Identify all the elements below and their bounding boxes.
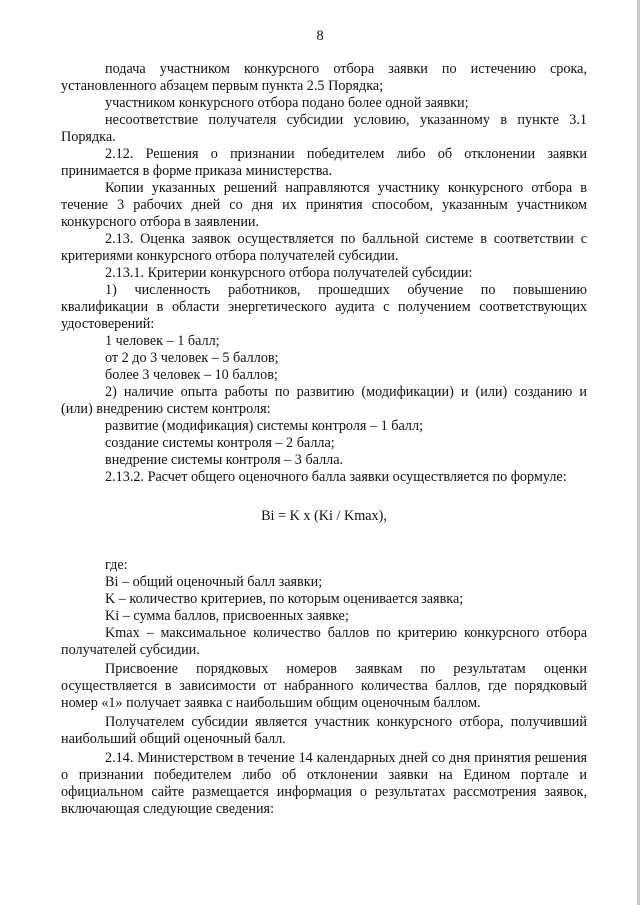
score-item: развитие (модификация) системы контроля – 1 балл; — [105, 418, 424, 434]
paragraph: участником конкурсного отбора подано более одной заявки; — [105, 95, 469, 111]
paragraph: Копии указанных решений направляются участнику конкурсного отбора в течение 3 рабочих дней со дня их принятия способом, указанным участником конкурсного отбора в заявлении. — [61, 180, 587, 230]
paragraph: подача участником конкурсного отбора заявки по истечению срока, установленного абзацем первым пункта 2.5 Порядка; — [61, 61, 587, 94]
criterion-item: 1) численность работников, прошедших обучение по повышению квалификации в области энергетического аудита с получением соответствующих удостоверений: — [61, 282, 587, 332]
paragraph: Присвоение порядковых номеров заявкам по результатам оценки осуществляется в зависимости от набранного количества баллов, где порядковый номер «1» получает заявка с наибольшим общим оценочным баллом. — [61, 661, 587, 711]
paragraph: 2.13.2. Расчет общего оценочного балла заявки осуществляется по формуле: — [105, 469, 567, 485]
formula-legend-item: Ki – сумма баллов, присвоенных заявке; — [105, 608, 349, 624]
paragraph: 2.12. Решения о признании победителем либо об отклонении заявки принимается в форме приказа министерства. — [61, 146, 587, 179]
formula: Bi = K x (Ki / Kmax), — [261, 508, 387, 524]
score-item: внедрение системы контроля – 3 балла. — [105, 452, 344, 468]
score-item: более 3 человек – 10 баллов; — [105, 367, 278, 383]
page-number: 8 — [316, 28, 324, 44]
formula-legend-item: K – количество критериев, по которым оценивается заявка; — [105, 591, 464, 607]
formula-legend-item: Bi – общий оценочный балл заявки; — [105, 574, 323, 590]
score-item: создание системы контроля – 2 балла; — [105, 435, 335, 451]
paragraph: Получателем субсидии является участник конкурсного отбора, получивший наибольший общий оценочный балл. — [61, 714, 587, 747]
formula-legend-item: Kmax – максимальное количество баллов по критерию конкурсного отбора получателей субсидии. — [61, 625, 587, 658]
paragraph: несоответствие получателя субсидии условию, указанному в пункте 3.1 Порядка. — [61, 112, 587, 145]
criterion-item: 2) наличие опыта работы по развитию (модификации) и (или) созданию и (или) внедрению систем контроля: — [61, 384, 587, 417]
formula-legend-intro: где: — [105, 557, 128, 573]
document-body — [61, 61, 587, 818]
score-item: 1 человек – 1 балл; — [105, 333, 220, 349]
section-heading: 2.13.1. Критерии конкурсного отбора получателей субсидии: — [105, 265, 473, 281]
score-item: от 2 до 3 человек – 5 баллов; — [105, 350, 279, 366]
paragraph: 2.14. Министерством в течение 14 календарных дней со дня принятия решения о признании победителем либо об отклонении заявки на Едином портале и официальном сайте размещается информация о результатах рассмотрения заявок, включающая следующие сведения: — [61, 750, 587, 817]
paragraph: 2.13. Оценка заявок осуществляется по балльной системе в соответствии с критериями конкурсного отбора получателей субсидии. — [61, 231, 587, 264]
